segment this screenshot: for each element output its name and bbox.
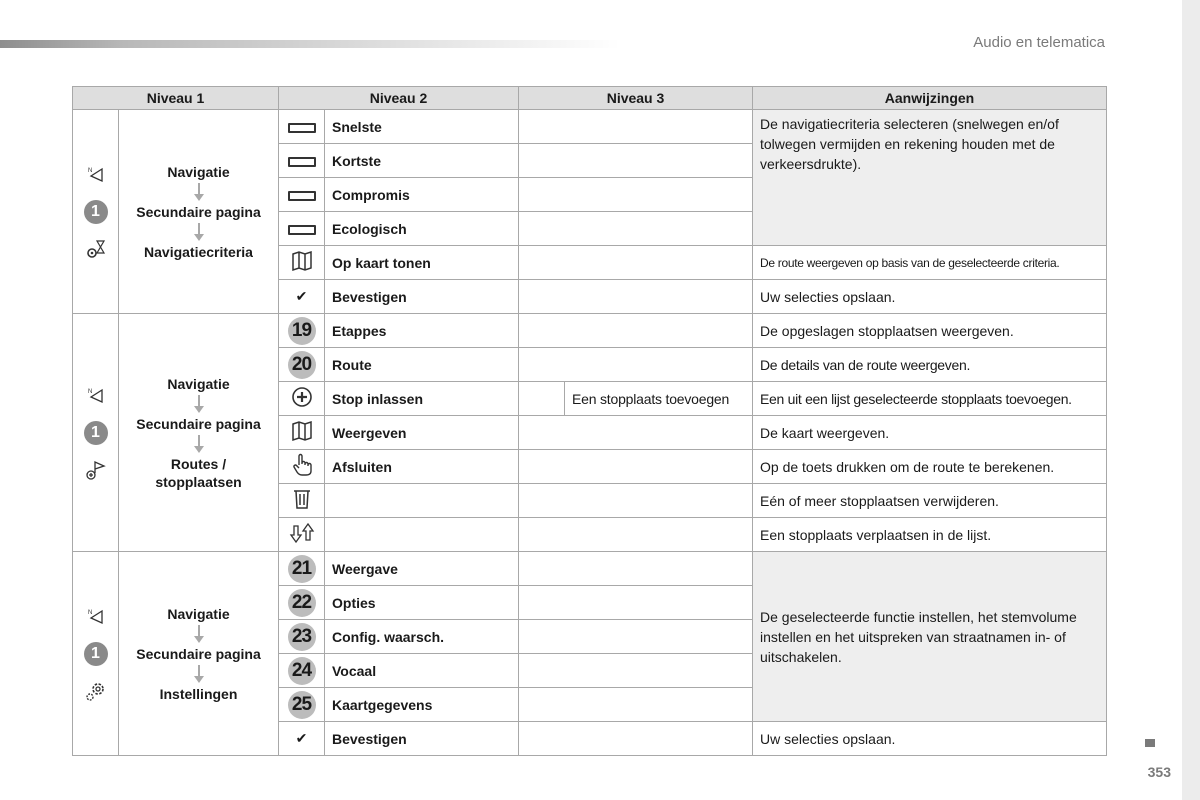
level3-cell	[519, 110, 753, 144]
down-arrow-icon	[198, 223, 200, 234]
level2-label: Bevestigen	[325, 722, 519, 756]
level1-path	[119, 110, 279, 314]
number-19-icon: 19	[288, 317, 316, 345]
level1-step-navigatie: Navigatie	[167, 163, 230, 180]
page-number: 353	[1147, 764, 1171, 780]
level2-label: Compromis	[325, 178, 519, 212]
table-header-row	[73, 87, 1107, 110]
level3-cell	[519, 144, 753, 178]
navigation-icon	[85, 385, 107, 407]
down-arrow-icon	[198, 183, 200, 194]
level1-path	[119, 552, 279, 756]
number-22-cell	[279, 586, 325, 620]
level2-label: Stop inlassen	[325, 382, 519, 416]
level2-label	[325, 518, 519, 552]
hand-icon-cell	[279, 450, 325, 484]
level3-cell	[519, 450, 753, 484]
level1-step-secundaire: Secundaire pagina	[136, 645, 261, 662]
trash-icon	[292, 488, 312, 510]
level1-step-secundaire: Secundaire pagina	[136, 415, 261, 432]
merged-note: De geselecteerde functie instellen, het stemvolume instellen en het uitspreken van straatnamen in- of uitschakelen.	[753, 552, 1107, 722]
trash-icon-cell	[279, 484, 325, 518]
level2-label: Vocaal	[325, 654, 519, 688]
route-flag-icon	[85, 459, 107, 481]
svg-text:N: N	[87, 167, 92, 174]
level2-label: Ecologisch	[325, 212, 519, 246]
check-icon: ✔	[279, 722, 325, 756]
reorder-arrows-icon	[289, 522, 315, 544]
number-22-icon: 22	[288, 589, 316, 617]
level2-label: Opties	[325, 586, 519, 620]
road-icon	[288, 191, 316, 201]
table-row	[73, 552, 1107, 586]
plus-circle-icon	[291, 386, 313, 408]
reorder-icon-cell	[279, 518, 325, 552]
table-row	[73, 314, 1107, 348]
page-marker	[1145, 739, 1155, 747]
svg-text:N: N	[87, 388, 92, 395]
level2-label: Op kaart tonen	[325, 246, 519, 280]
road-icon-cell	[279, 144, 325, 178]
down-arrow-icon	[198, 665, 200, 676]
level2-label: Snelste	[325, 110, 519, 144]
level2-label: Weergave	[325, 552, 519, 586]
level2-label: Kortste	[325, 144, 519, 178]
level3-cell	[519, 518, 753, 552]
number-19-cell	[279, 314, 325, 348]
level3-cell	[519, 314, 753, 348]
level2-label: Config. waarsch.	[325, 620, 519, 654]
number-25-cell	[279, 688, 325, 722]
page-edge-strip	[1182, 0, 1200, 800]
header-gradient-bar	[0, 40, 620, 48]
road-icon	[288, 157, 316, 167]
road-icon	[288, 123, 316, 133]
note-cell: Een uit een lijst geselecteerde stopplaats toevoegen.	[753, 382, 1107, 416]
level1-step-criteria: Navigatiecriteria	[144, 243, 253, 260]
plus-circle-cell	[279, 382, 325, 416]
down-arrow-icon	[198, 395, 200, 406]
number-1-badge: 1	[84, 200, 108, 224]
number-25-icon: 25	[288, 691, 316, 719]
level3-cell	[519, 246, 753, 280]
note-cell: De route weergeven op basis van de geselecteerde criteria.	[753, 246, 1107, 280]
level3-cell	[519, 620, 753, 654]
level3-cell	[519, 212, 753, 246]
navigation-menu-table	[72, 86, 1107, 756]
svg-text:N: N	[87, 609, 92, 616]
check-icon: ✔	[279, 280, 325, 314]
number-23-cell	[279, 620, 325, 654]
level2-label	[325, 484, 519, 518]
note-cell: De details van de route weergeven.	[753, 348, 1107, 382]
note-cell: Een stopplaats verplaatsen in de lijst.	[753, 518, 1107, 552]
note-cell: Eén of meer stopplaatsen verwijderen.	[753, 484, 1107, 518]
level2-label: Weergeven	[325, 416, 519, 450]
note-cell: Op de toets drukken om de route te berekenen.	[753, 450, 1107, 484]
number-23-icon: 23	[288, 623, 316, 651]
level3-cell	[519, 416, 753, 450]
level3-cell: Een stopplaats toevoegen	[565, 382, 753, 416]
road-icon-cell	[279, 212, 325, 246]
number-20-icon: 20	[288, 351, 316, 379]
down-arrow-icon	[198, 625, 200, 636]
settings-gears-icon	[85, 680, 107, 702]
level2-label: Route	[325, 348, 519, 382]
level2-label: Afsluiten	[325, 450, 519, 484]
road-icon	[288, 225, 316, 235]
level3-cell	[519, 348, 753, 382]
map-icon	[291, 250, 313, 272]
merged-note: De navigatiecriteria selecteren (snelwegen en/of tolwegen vermijden en rekening houden met de verkeersdrukte).	[753, 110, 1107, 246]
level1-step-navigatie: Navigatie	[167, 375, 230, 392]
level1-icons	[73, 552, 119, 756]
hand-pointer-icon	[291, 453, 313, 477]
table-row	[73, 110, 1107, 144]
map-icon-cell	[279, 416, 325, 450]
level3-cell	[519, 688, 753, 722]
header-aanwijzingen: Aanwijzingen	[753, 87, 1107, 110]
header-niveau-3: Niveau 3	[519, 87, 753, 110]
road-icon-cell	[279, 178, 325, 212]
road-icon-cell	[279, 110, 325, 144]
header-niveau-1: Niveau 1	[73, 87, 279, 110]
level1-path	[119, 314, 279, 552]
navigation-icon	[85, 606, 107, 628]
level2-label: Etappes	[325, 314, 519, 348]
number-21-icon: 21	[288, 555, 316, 583]
map-icon	[291, 420, 313, 442]
level1-icons	[73, 314, 119, 552]
level3-cell	[519, 280, 753, 314]
section-title: Audio en telematica	[973, 34, 1105, 51]
number-20-cell	[279, 348, 325, 382]
level1-step-secundaire: Secundaire pagina	[136, 203, 261, 220]
level1-step-routes: Routes / stopplaatsen	[155, 455, 242, 490]
level3-cell	[519, 178, 753, 212]
level1-step-navigatie: Navigatie	[167, 605, 230, 622]
note-cell: De kaart weergeven.	[753, 416, 1107, 450]
down-arrow-icon	[198, 435, 200, 446]
level3-cell	[519, 722, 753, 756]
navigation-icon	[85, 164, 107, 186]
level3-cell	[519, 484, 753, 518]
number-1-badge: 1	[84, 421, 108, 445]
number-21-cell	[279, 552, 325, 586]
level3-cell	[519, 586, 753, 620]
note-cell: Uw selecties opslaan.	[753, 722, 1107, 756]
note-cell: Uw selecties opslaan.	[753, 280, 1107, 314]
note-cell: De opgeslagen stopplaatsen weergeven.	[753, 314, 1107, 348]
level2-label: Bevestigen	[325, 280, 519, 314]
gear-hourglass-icon	[85, 238, 107, 260]
level1-step-instellingen: Instellingen	[159, 685, 238, 702]
level3-cell	[519, 654, 753, 688]
number-24-cell	[279, 654, 325, 688]
level1-icons	[73, 110, 119, 314]
number-1-badge: 1	[84, 642, 108, 666]
header-niveau-2: Niveau 2	[279, 87, 519, 110]
level2-label: Kaartgegevens	[325, 688, 519, 722]
number-24-icon: 24	[288, 657, 316, 685]
map-icon-cell	[279, 246, 325, 280]
level3-cell	[519, 552, 753, 586]
